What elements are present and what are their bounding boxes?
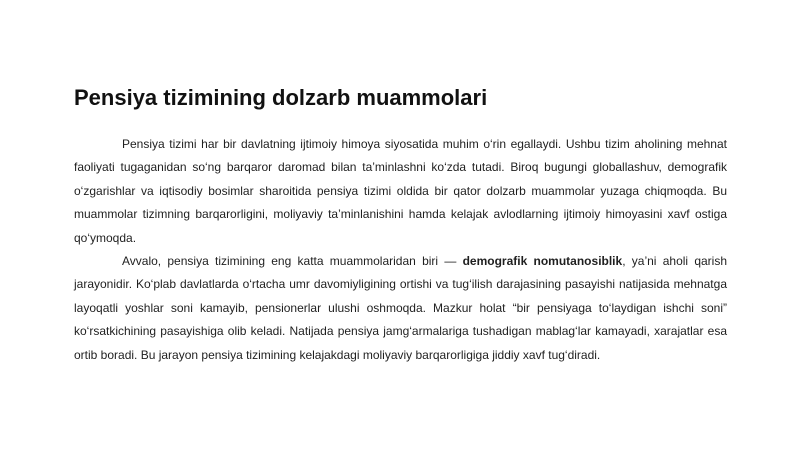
paragraph-demography-end: , ya’ni aholi qarish jarayonidir. Ko‘plab davlatlarda o‘rtacha umr davomiyligining ortishi va tug‘ilish darajasining pasayishi natijasida mehnatga layoqatli yoshlar soni kamayib, pensionerlar ulushi oshmoqda. Mazkur holat “bir pensiyaga to‘laydigan ishchi soni” ko‘rsatkichining pasayishiga olib keladi. Natijada pensiya jamg‘armalariga tushadigan mablag‘lar kamayadi, xarajatlar esa ortib boradi. Bu jarayon pensiya tizimining kelajakdagi moliyaviy barqarorligiga jiddiy xavf tug‘diradi. — [74, 254, 728, 362]
page-title: Pensiya tizimining dolzarb muammolari — [74, 85, 488, 110]
document-body — [74, 133, 727, 367]
paragraph-demography-start: Avvalo, pensiya tizimining eng katta muammolaridan biri — — [122, 254, 463, 269]
bold-term: demografik nomutanosiblik — [462, 254, 623, 269]
paragraph-demography — [74, 250, 727, 367]
paragraph-intro: Pensiya tizimi har bir davlatning ijtimoiy himoya siyosatida muhim o‘rin egallaydi. Ushbu tizim aholining mehnat faoliyati tugaganidan so‘ng barqaror daromad bilan ta’minlashni ko‘zda tutadi. Biroq bugungi globallashuv, demografik o‘zgarishlar va iqtisodiy bosimlar sharoitida pensiya tizimi oldida bir qator dolzarb muammolar yuzaga chiqmoqda. Bu muammolar tizimning barqarorligini, moliyaviy ta’minlanishini hamda kelajak avlodlarning ijtimoiy himoyasini xavf ostiga qo‘ymoqda. — [74, 137, 727, 245]
